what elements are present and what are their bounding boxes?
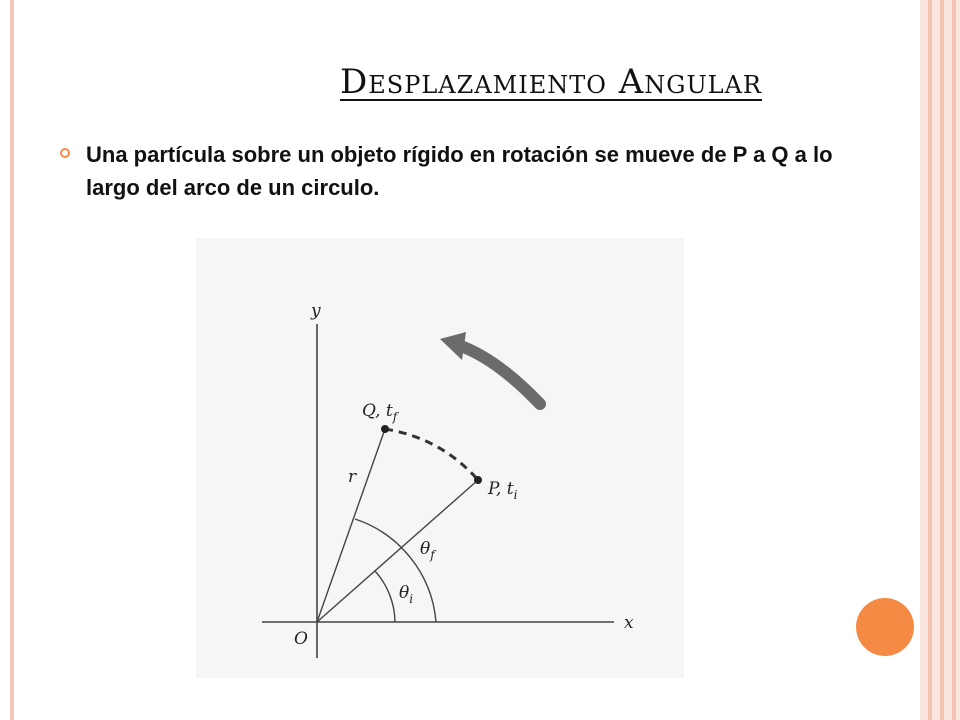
point-q (381, 425, 389, 433)
angular-displacement-diagram (196, 238, 684, 678)
decorative-orange-circle (856, 598, 914, 656)
point-q-label (362, 401, 400, 424)
theta-i-symbol: θ (399, 583, 410, 603)
theta-i-label (399, 583, 413, 606)
radius-line-q (317, 429, 385, 622)
point-p-label (487, 479, 518, 502)
origin-label: O (294, 629, 308, 649)
slide-title: Desplazamiento Angular (340, 62, 763, 102)
theta-f-arc (355, 519, 436, 622)
point-p (474, 476, 482, 484)
theta-f-subscript: f (430, 548, 435, 562)
radius-line-p (317, 480, 478, 622)
right-frame-stripes (920, 0, 960, 720)
point-p-text: P, t (488, 479, 514, 499)
point-p-subscript: i (513, 488, 518, 502)
point-q-subscript: f (392, 410, 398, 424)
theta-i-subscript: i (409, 592, 414, 606)
theta-f-label (420, 539, 437, 562)
left-frame-line (10, 0, 14, 720)
point-q-text: Q, t (362, 401, 393, 421)
rotation-arrow-icon (458, 345, 540, 404)
y-axis-label: y (311, 301, 321, 321)
bullet-text: Una partícula sobre un objeto rígido en rotación se mueve de P a Q a lo largo del arco de un circulo. (86, 142, 833, 200)
bullet-circle-icon (60, 148, 70, 158)
theta-f-symbol: θ (420, 539, 431, 559)
dashed-arc-p-to-q (385, 429, 478, 480)
radius-label: r (348, 467, 357, 487)
rotation-arrowhead-icon (440, 332, 466, 360)
x-axis-label: x (624, 613, 634, 633)
theta-i-arc (375, 571, 395, 622)
